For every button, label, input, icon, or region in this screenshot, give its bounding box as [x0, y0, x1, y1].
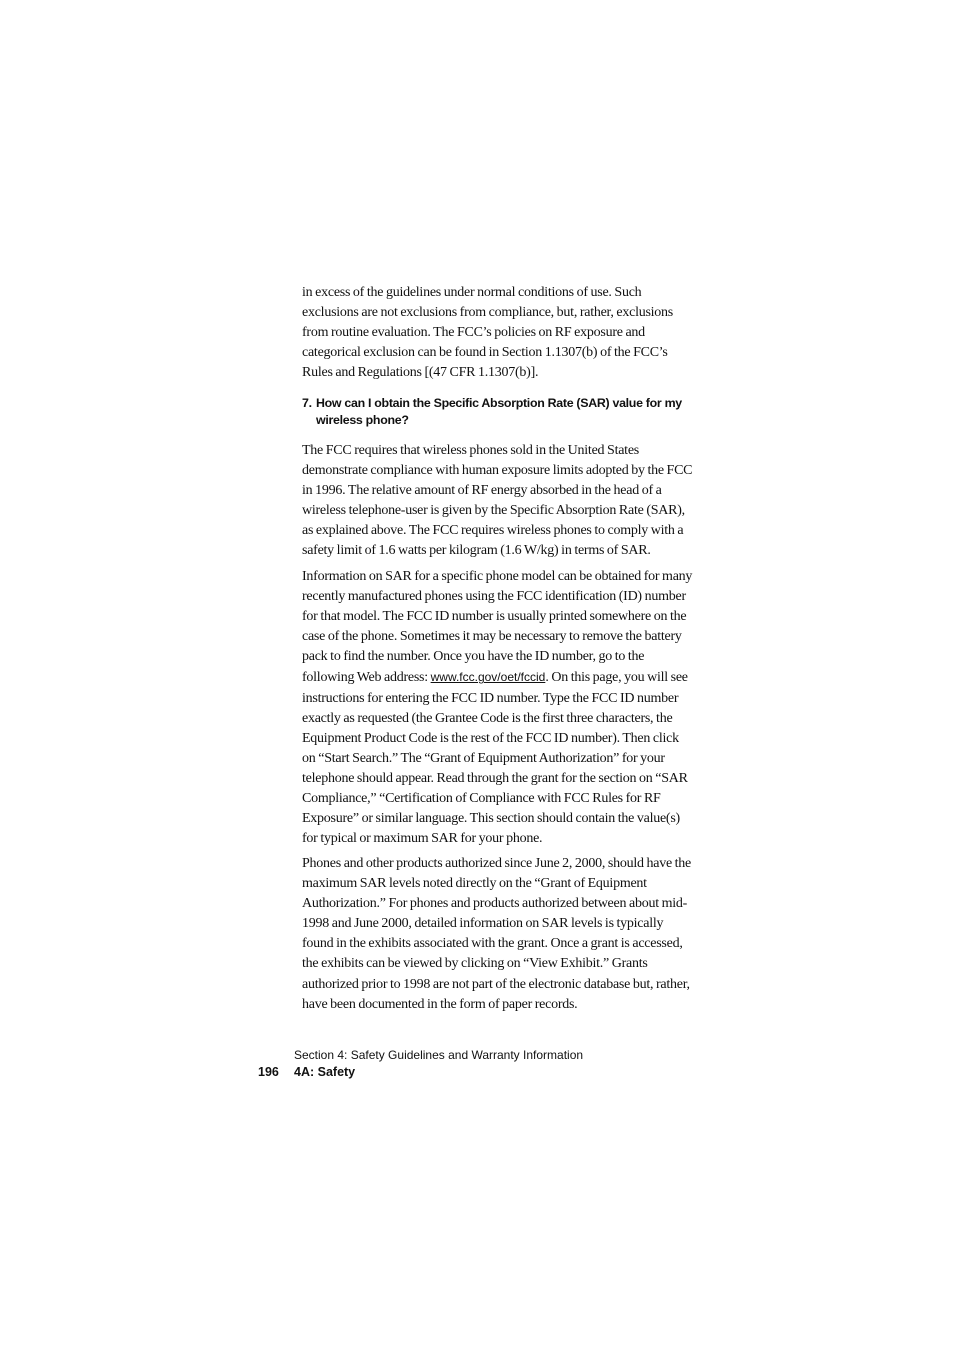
page-number: 196: [258, 1065, 279, 1079]
paragraph-sar-text-start: Information on SAR for a specific phone model can be obtained for many recently manufactured phones using the FCC identification (ID) number for that model. The FCC ID number is usually printed somewhere on the case of the phone. Sometimes it may be necessary to remove the battery pack to find the number. Once you have the ID number, go to the following Web address:: [302, 569, 693, 686]
footer-chapter-label: 4A: Safety: [294, 1065, 356, 1079]
fcc-id-link[interactable]: www.fcc.gov/oet/fccid: [430, 670, 546, 685]
paragraph-sar-information: [302, 567, 694, 849]
footer-section-title: Section 4: Safety Guidelines and Warranty Information: [294, 1048, 584, 1062]
paragraph-exclusions: in excess of the guidelines under normal conditions of use. Such exclusions are not exclusions from compliance, but, rather, exclusions from routine evaluation. The FCC’s policies on RF exposure and categorical exclusion can be found in Section 1.1307(b) of the FCC’s Rules and Regulations [(47 CFR 1.1307(b)].: [302, 285, 673, 381]
paragraph-grant-records: Phones and other products authorized since June 2, 2000, should have the maximum SAR levels noted directly on the “Grant of Equipment Authorization.” For phones and products authorized between about mid-1998 and June 2000, detailed information on SAR levels is typically found in the exhibits associated with the grant. Once a grant is accessed, the exhibits can be viewed by clicking on “View Exhibit.” Grants authorized prior to 1998 are not part of the electronic database but, rather, have been documented in the form of paper records.: [302, 856, 692, 1012]
question-heading: [302, 395, 702, 429]
paragraph-fcc-requirements: The FCC requires that wireless phones sold in the United States demonstrate compliance with human exposure limits adopted by the FCC in 1996. The relative amount of RF energy absorbed in the head of a wireless telephone-user is given by the Specific Absorption Rate (SAR), as explained above. The FCC requires wireless phones to comply with a safety limit of 1.6 watts per kilogram (1.6 W/kg) in terms of SAR.: [302, 443, 693, 559]
question-number: 7.: [302, 396, 312, 410]
paragraph-sar-text-end: . On this page, you will see instructions for entering the FCC ID number. Type the FCC ID number exactly as requested (the Grantee Code is the first three characters, the Equipment Product Code is the rest of the FCC ID number). Then click on “Start Search.” The “Grant of Equipment Authorization” for your telephone should appear. Read through the grant for the section on “SAR Compliance,” “Certification of Compliance with FCC Rules for RF Exposure” or similar language. This section should contain the value(s) for typical or maximum SAR for your phone.: [302, 670, 688, 847]
question-text-line2: wireless phone?: [316, 413, 409, 427]
question-text-line1: How can I obtain the Specific Absorption Rate (SAR) value for my: [316, 396, 682, 410]
